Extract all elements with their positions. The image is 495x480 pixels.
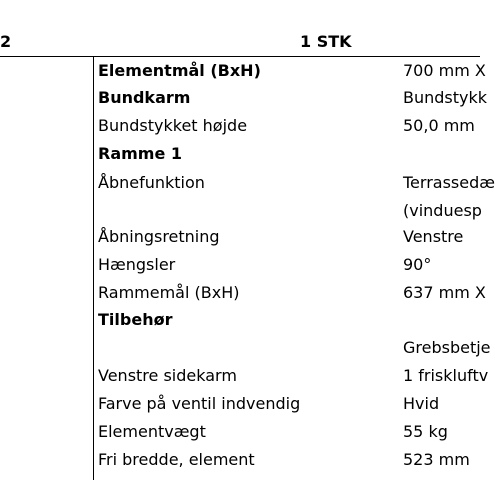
table-row [0,169,495,197]
row-value: Terrassedæ [403,173,495,192]
table-row [0,251,480,279]
row-label: Bundstykket højde [98,116,248,135]
row-label: Bundkarm [98,88,191,107]
row-label: Venstre sidekarm [98,366,237,385]
row-label: Hængsler [98,255,176,274]
row-value: 55 kg [403,422,448,441]
row-label: Åbnefunktion [98,173,205,192]
row-label: Elementvægt [98,422,206,441]
row-value: Grebsbetje [403,338,491,357]
row-value: 637 mm X [403,283,486,302]
table-row [0,140,480,168]
row-value: Venstre [403,227,464,246]
header-left-number: 2 [0,32,12,51]
table-row [0,223,480,251]
row-label: Fri bredde, element [98,450,255,469]
row-label: Åbningsretning [98,227,220,246]
table-row [0,362,489,390]
header-quantity: 1 STK [300,32,352,51]
table-row [0,84,488,112]
row-value: 1 friskluftv [403,366,489,385]
table-row [0,418,480,446]
table-row [0,334,491,362]
table-row [0,279,486,307]
table-row [0,197,480,225]
table-row [0,306,480,334]
row-value: (vinduesp [403,201,482,220]
row-value: Hvid [403,394,440,413]
row-value: 700 mm X [403,61,486,80]
row-value: 90° [403,255,432,274]
table-row [0,57,486,85]
table-row [0,390,480,418]
row-label: Farve på ventil indvendig [98,394,301,413]
table-row [0,112,480,140]
row-label: Tilbehør [98,310,173,329]
table-row [0,446,480,474]
row-label: Elementmål (BxH) [98,61,261,80]
row-label: Ramme 1 [98,144,183,163]
row-value: Bundstykk [403,88,488,107]
row-value: 50,0 mm [403,116,475,135]
row-label: Rammemål (BxH) [98,283,240,302]
row-value: 523 mm [403,450,470,469]
